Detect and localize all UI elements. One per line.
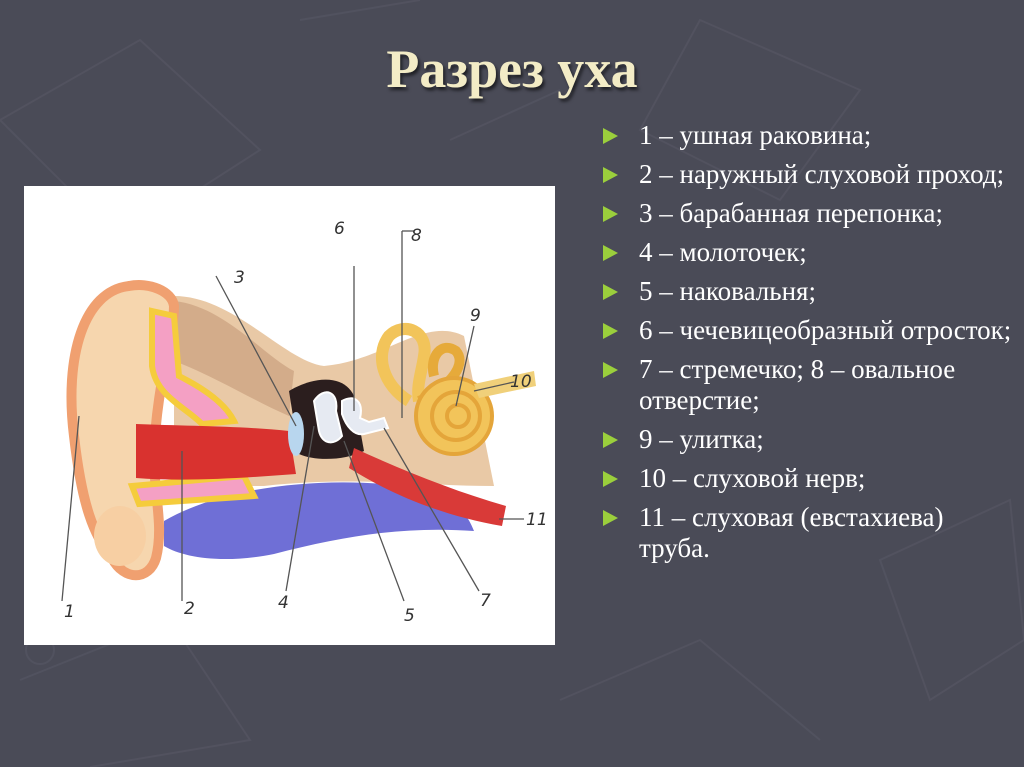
callout-9: 9 — [470, 306, 481, 326]
triangle-bullet-icon — [603, 167, 618, 183]
legend-item-text: 7 – стремечко; 8 – овальное отверстие; — [639, 354, 956, 415]
legend-item-text: 1 – ушная раковина; — [639, 120, 872, 150]
legend-item — [603, 424, 1013, 455]
callout-8: 8 — [411, 226, 422, 246]
tympanic-membrane — [288, 412, 304, 456]
slide-title: Разрез уха — [386, 39, 638, 99]
legend-item-text: 4 – молоточек; — [639, 237, 807, 267]
triangle-bullet-icon — [603, 128, 618, 144]
legend-item — [603, 159, 1013, 190]
callout-2: 2 — [184, 599, 195, 619]
ear-cross-section — [24, 186, 555, 645]
legend-item — [603, 315, 1013, 346]
ear-canal — [136, 424, 296, 480]
callout-3: 3 — [234, 268, 245, 288]
callout-1: 1 — [64, 602, 75, 622]
legend-item — [603, 237, 1013, 268]
earlobe — [94, 506, 146, 566]
legend-item-text: 2 – наружный слуховой проход; — [639, 159, 1005, 189]
legend-item-text: 6 – чечевицеобразный отросток; — [639, 315, 1012, 345]
triangle-bullet-icon — [603, 206, 618, 222]
legend-item-text: 11 – слуховая (евстахиева) труба. — [639, 502, 944, 563]
triangle-bullet-icon — [603, 471, 618, 487]
callout-5: 5 — [404, 606, 415, 626]
legend-item — [603, 198, 1013, 229]
legend-item-text: 10 – слуховой нерв; — [639, 463, 866, 493]
legend-list — [603, 120, 1013, 572]
ear-diagram — [24, 186, 555, 645]
legend-item — [603, 354, 1013, 416]
legend-item-text: 9 – улитка; — [639, 424, 764, 454]
legend-item — [603, 502, 1013, 564]
callout-7: 7 — [480, 591, 491, 611]
legend-item — [603, 463, 1013, 494]
legend-item-text: 5 – наковальня; — [639, 276, 816, 306]
triangle-bullet-icon — [603, 510, 618, 526]
triangle-bullet-icon — [603, 362, 618, 378]
triangle-bullet-icon — [603, 245, 618, 261]
triangle-bullet-icon — [603, 432, 618, 448]
triangle-bullet-icon — [603, 323, 618, 339]
legend-item — [603, 120, 1013, 151]
legend-item-text: 3 – барабанная перепонка; — [639, 198, 943, 228]
callout-11: 11 — [526, 510, 548, 530]
callout-4: 4 — [278, 593, 289, 613]
legend-item — [603, 276, 1013, 307]
callout-10: 10 — [510, 372, 532, 392]
callout-6: 6 — [334, 219, 345, 239]
triangle-bullet-icon — [603, 284, 618, 300]
